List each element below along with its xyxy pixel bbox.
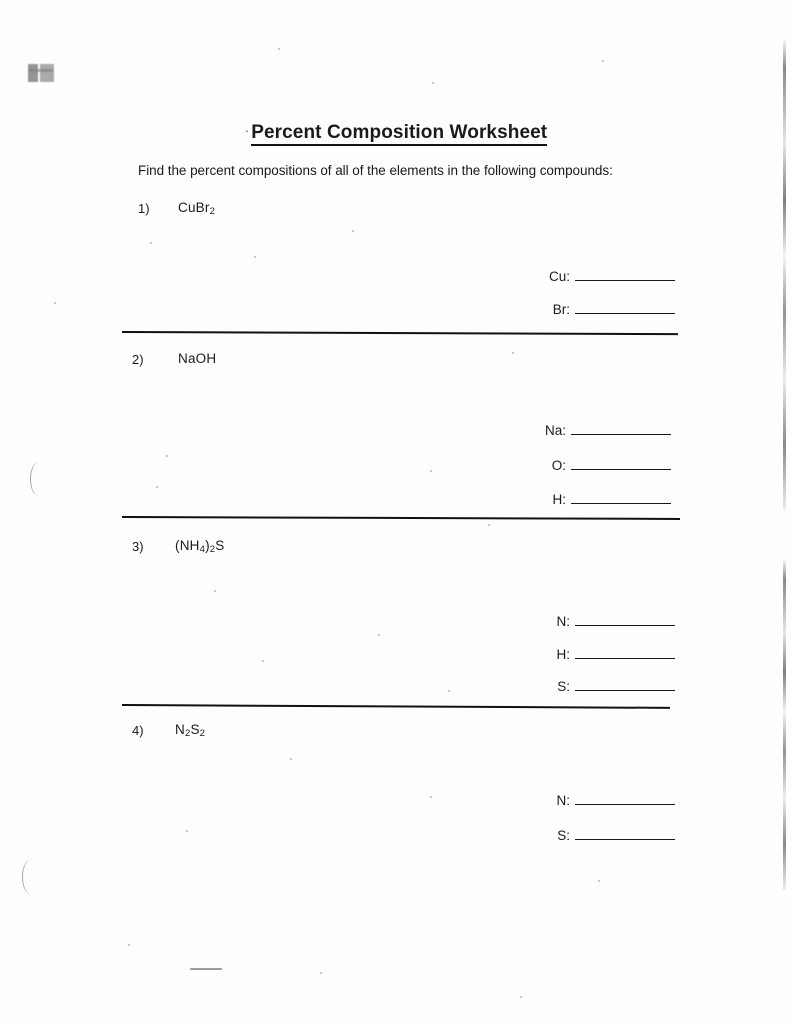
noise-speck	[150, 242, 152, 244]
title-leading-mark: ·	[244, 123, 250, 138]
page-title	[0, 122, 792, 144]
formula-subscript: 2	[184, 728, 191, 739]
answer-row	[534, 267, 675, 284]
answer-row	[534, 645, 675, 662]
answer-blank-n[interactable]	[575, 791, 675, 805]
answer-row	[534, 612, 675, 629]
answer-label-br: Br:	[552, 302, 570, 317]
section-divider-3	[122, 704, 670, 709]
noise-speck	[430, 470, 432, 472]
formula-main: NaOH	[178, 351, 217, 366]
answer-blank-s[interactable]	[575, 677, 675, 691]
formula-main: (NH	[175, 538, 200, 553]
formula-subscript-2: 2	[209, 544, 216, 555]
noise-speck	[262, 660, 264, 662]
answer-row	[534, 826, 675, 843]
answer-label-s: S:	[557, 828, 570, 843]
noise-speck	[432, 82, 434, 84]
noise-speck	[512, 352, 514, 354]
answer-blank-h[interactable]	[571, 490, 671, 504]
noise-speck	[598, 880, 600, 882]
noise-speck	[378, 634, 380, 636]
problem-number-3: 3)	[132, 539, 144, 554]
answer-blank-n[interactable]	[575, 612, 675, 626]
section-divider-1	[122, 331, 678, 335]
scan-edge-streak-upper	[783, 40, 786, 510]
noise-smear	[190, 968, 222, 970]
formula-subscript: 2	[209, 206, 216, 217]
formula-main: N	[175, 722, 185, 737]
formula-main: CuBr	[178, 200, 210, 215]
answer-row	[534, 677, 675, 694]
noise-speck	[430, 796, 432, 798]
answer-label-cu: Cu:	[548, 269, 570, 284]
formula-mid: )	[205, 538, 210, 553]
problem-formula-4	[175, 722, 205, 739]
formula-tail: S	[215, 538, 225, 553]
answer-label-na: Na:	[544, 423, 566, 438]
answer-label-h: H:	[552, 492, 566, 507]
answer-label-n: N:	[556, 614, 570, 629]
margin-pen-mark-upper	[30, 462, 47, 496]
answer-blank-h[interactable]	[575, 645, 675, 659]
noise-speck	[448, 690, 450, 692]
answer-row	[530, 490, 671, 507]
section-divider-2	[122, 516, 680, 520]
scan-smudge-artifact	[28, 64, 54, 82]
margin-pen-mark-lower	[22, 860, 39, 894]
noise-speck	[156, 486, 158, 488]
noise-speck	[166, 455, 168, 457]
answer-label-s: S:	[557, 679, 570, 694]
answer-row	[534, 300, 675, 317]
noise-speck	[214, 590, 216, 592]
noise-speck	[352, 230, 354, 232]
answer-row	[534, 791, 675, 808]
answer-label-n: N:	[556, 793, 570, 808]
instruction-text: Find the percent compositions of all of the elements in the following compounds:	[138, 163, 613, 178]
problem-formula-2	[178, 351, 216, 366]
page-title-text: Percent Composition Worksheet	[251, 122, 547, 146]
noise-speck	[54, 302, 56, 304]
problem-number-2: 2)	[132, 352, 144, 367]
answer-label-h: H:	[556, 647, 570, 662]
noise-speck	[290, 758, 292, 760]
noise-speck	[186, 830, 188, 832]
answer-blank-s[interactable]	[575, 826, 675, 840]
problem-formula-1	[178, 200, 215, 217]
formula-subscript: 4	[199, 544, 206, 555]
noise-speck	[488, 524, 490, 526]
noise-speck	[254, 256, 256, 258]
noise-speck	[128, 944, 130, 946]
noise-speck	[520, 996, 522, 998]
problem-number-4: 4)	[132, 723, 144, 738]
problem-number-1: 1)	[138, 201, 150, 216]
answer-blank-cu[interactable]	[575, 267, 675, 281]
noise-speck	[320, 972, 322, 974]
answer-row	[530, 421, 671, 438]
formula-subscript-2: 2	[199, 728, 206, 739]
answer-blank-na[interactable]	[571, 421, 671, 435]
problem-formula-3	[175, 538, 225, 555]
noise-speck	[278, 48, 280, 50]
formula-mid: S	[190, 722, 200, 737]
answer-row	[530, 456, 671, 473]
answer-blank-o[interactable]	[571, 456, 671, 470]
answer-label-o: O:	[551, 458, 566, 473]
answer-blank-br[interactable]	[575, 300, 675, 314]
noise-speck	[602, 60, 604, 62]
scan-edge-streak-lower	[783, 560, 786, 890]
